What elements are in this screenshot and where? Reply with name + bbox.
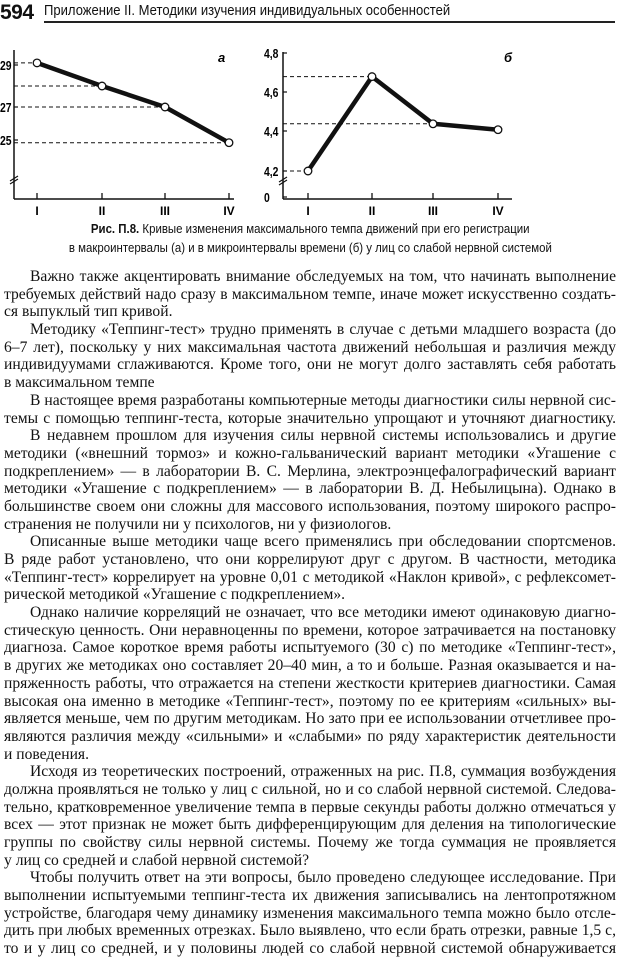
chart-b-y-tick-label: 4,2 [264,164,279,180]
chart-b-data-point [494,126,502,134]
caption-label: Рис. П.8. [90,221,140,236]
text-line: и поведения. [4,745,89,763]
text-line: то и у лиц со средней, и у половины людей со слабой нервной системой обнаруживается [4,940,616,958]
figure-caption-line-2 [0,240,620,255]
text-line: дить при любых временных отрезках. Было выявлено, что если брать отрезки, равные 1,5 с, [4,922,616,940]
text-line: В ряде работ установлено, что они коррелируют друг с другом. В частности, методика [4,551,616,568]
chart-b-data-point [429,120,437,128]
text-line: Описанные выше методики чаще всего применялись при обследовании спортсменов. [30,533,616,551]
chart-a-series-line [37,63,229,143]
text-line: В настоящее время разработаны компьютерные методы диагностики силы нервной сис- [30,391,616,409]
chart-a-panel-label: а [218,50,226,65]
text-line: высокая она именно в методике «Теппинг-тест», поэтому по ее критериям «сильных» вы- [4,692,616,710]
text-line: «Теппинг-тест» коррелирует на уровне 0,01 с методикой «Наклон кривой», с рефлексомет- [4,568,616,586]
text-line: Однако наличие корреляций не означает, что все методики имеют одинаковую диагно- [30,604,616,622]
header-rule [44,21,615,23]
text-line: в максимальном темпе [4,374,155,392]
figure-caption-line-1 [0,221,620,236]
chart-a-data-point [98,82,106,90]
chart-b-y-tick-label: 4,8 [264,46,279,62]
figure-p8 [0,30,620,220]
text-line: у лиц со средней и слабой нервной системой? [4,851,310,869]
caption-text-1: Кривые изменения максимального темпа движений при его регистрации [139,221,530,236]
chart-a-x-tick-label: III [159,204,171,218]
chart-a-x-tick-label: I [35,204,39,218]
chart-a-data-point [33,59,41,67]
chart-b-data-point [368,73,376,81]
text-line: устройстве, благодаря чему динамику изменения максимального темпа можно было отсле- [4,904,616,922]
chart-b-panel-label: б [504,50,513,65]
text-line: группы по свойству силы нервной системы. Почему же тогда суммация не проявляется [4,834,616,851]
chart-a-y-tick-label: 27 [0,100,12,116]
text-line: темы с помощью теппинг-теста, которые значительно упрощают и уточняют диагностику. [4,409,616,427]
text-line: должна проявляться не только у лиц с сильной, но и со слабой нервной системой. Следова- [4,780,616,798]
text-line: в других же методиках оно составляет 20–40 мин, а то и больше. Разная оказывается и на- [4,657,616,675]
text-line: странения не получили ни у психологов, ни у физиологов. [4,515,392,533]
chart-b-x-tick-label: I [306,204,310,218]
text-line: выполнении испытуемыми теппинг-теста их движения записывались на лентопротяжном [4,887,616,905]
chart-a-data-point [225,139,233,147]
body-text [4,268,616,958]
chart-a-y-tick-label: 25 [0,133,12,149]
text-line: 6–7 лет), поскольку у них максимальная частота движений небольшая и различия между [4,338,616,356]
chart-b-y-tick-label: 0 [264,190,270,206]
text-line: всех — этот признак не может быть дифференцирующим для деления на типологические [4,816,616,834]
caption-text-2: в макроинтервалы (а) и в микроинтервалы времени (б) у лиц со слабой нервной системой [68,240,552,255]
text-line: Исходя из теоретических построений, отраженных на рис. П.8, суммация возбуждения [30,763,616,781]
text-line: является меньше, чем по другим методикам. Но зато при ее использовании отчетливее про- [4,710,616,728]
text-line: Чтобы получить ответ на эти вопросы, было проведено следующее исследование. При [30,869,616,887]
text-line: ся выпуклый тип кривой. [4,303,173,321]
text-line: являются различия между «сильными» и «слабыми» по ряду характеристик деятельности [4,727,616,745]
chart-a-data-point [161,103,169,111]
text-line: пряженность работы, что отражается на степени жесткости критериев диагностики. Самая [4,674,616,692]
text-line: стическую ценность. Они неравноценны по времени, которое затрачивается на постановку [4,621,616,639]
chart-b-y-tick-label: 4,6 [264,85,279,101]
chart-b-x-tick-label: II [368,204,376,218]
chart-a-x-tick-label: II [98,204,106,218]
text-line: индивидуумами сглаживаются. Кроме того, они не могут долго заставлять себя работать [4,356,616,374]
text-line: Методику «Теппинг-тест» трудно применять в случае с детьми младшего возраста (до [30,321,616,339]
chart-b-x-tick-label: III [427,204,439,218]
text-line: Важно также акцентировать внимание обследуемых на том, что начинать выполнение [30,268,616,285]
text-line: методики («внешний тормоз» и кожно-гальванический вариант методики «Угашение с [4,444,616,462]
text-line: методики «Угашение с подкреплением» — в лаборатории В. Д. Небылицына). Однако в [4,480,616,498]
chart-b-y-tick-label: 4,4 [264,124,279,140]
text-line: рической методикой «Угашение с подкреплением». [4,586,346,604]
chart-b-data-point [304,167,312,175]
page-number: 594 [0,1,34,24]
text-line: подкреплением» — в лаборатории В. С. Мерлина, электроэнцефалографический вариант [4,462,616,480]
text-line: диагноза. Самое короткое время работы испытуемого (30 с) по методике «Теппинг-тест», [4,639,616,657]
text-line: тельно, кратковременное увеличение темпа в первые секунды работы должно отмечаться у [4,798,616,816]
text-line: требуемых действий надо сразу в максимальном темпе, иначе может искусственно создать- [4,285,616,303]
chart-a-y-tick-label: 29 [0,58,12,74]
chart-b-x-tick-label: IV [492,204,504,218]
chart-a-x-tick-label: IV [223,204,235,218]
text-line: В недавнем прошлом для изучения силы нервной системы использовались и другие [30,427,616,445]
running-title: Приложение II. Методики изучения индивидуальных особенностей [44,3,451,19]
text-line: большинстве своем они сложны для массового использования, поэтому широкого распро- [4,497,616,515]
